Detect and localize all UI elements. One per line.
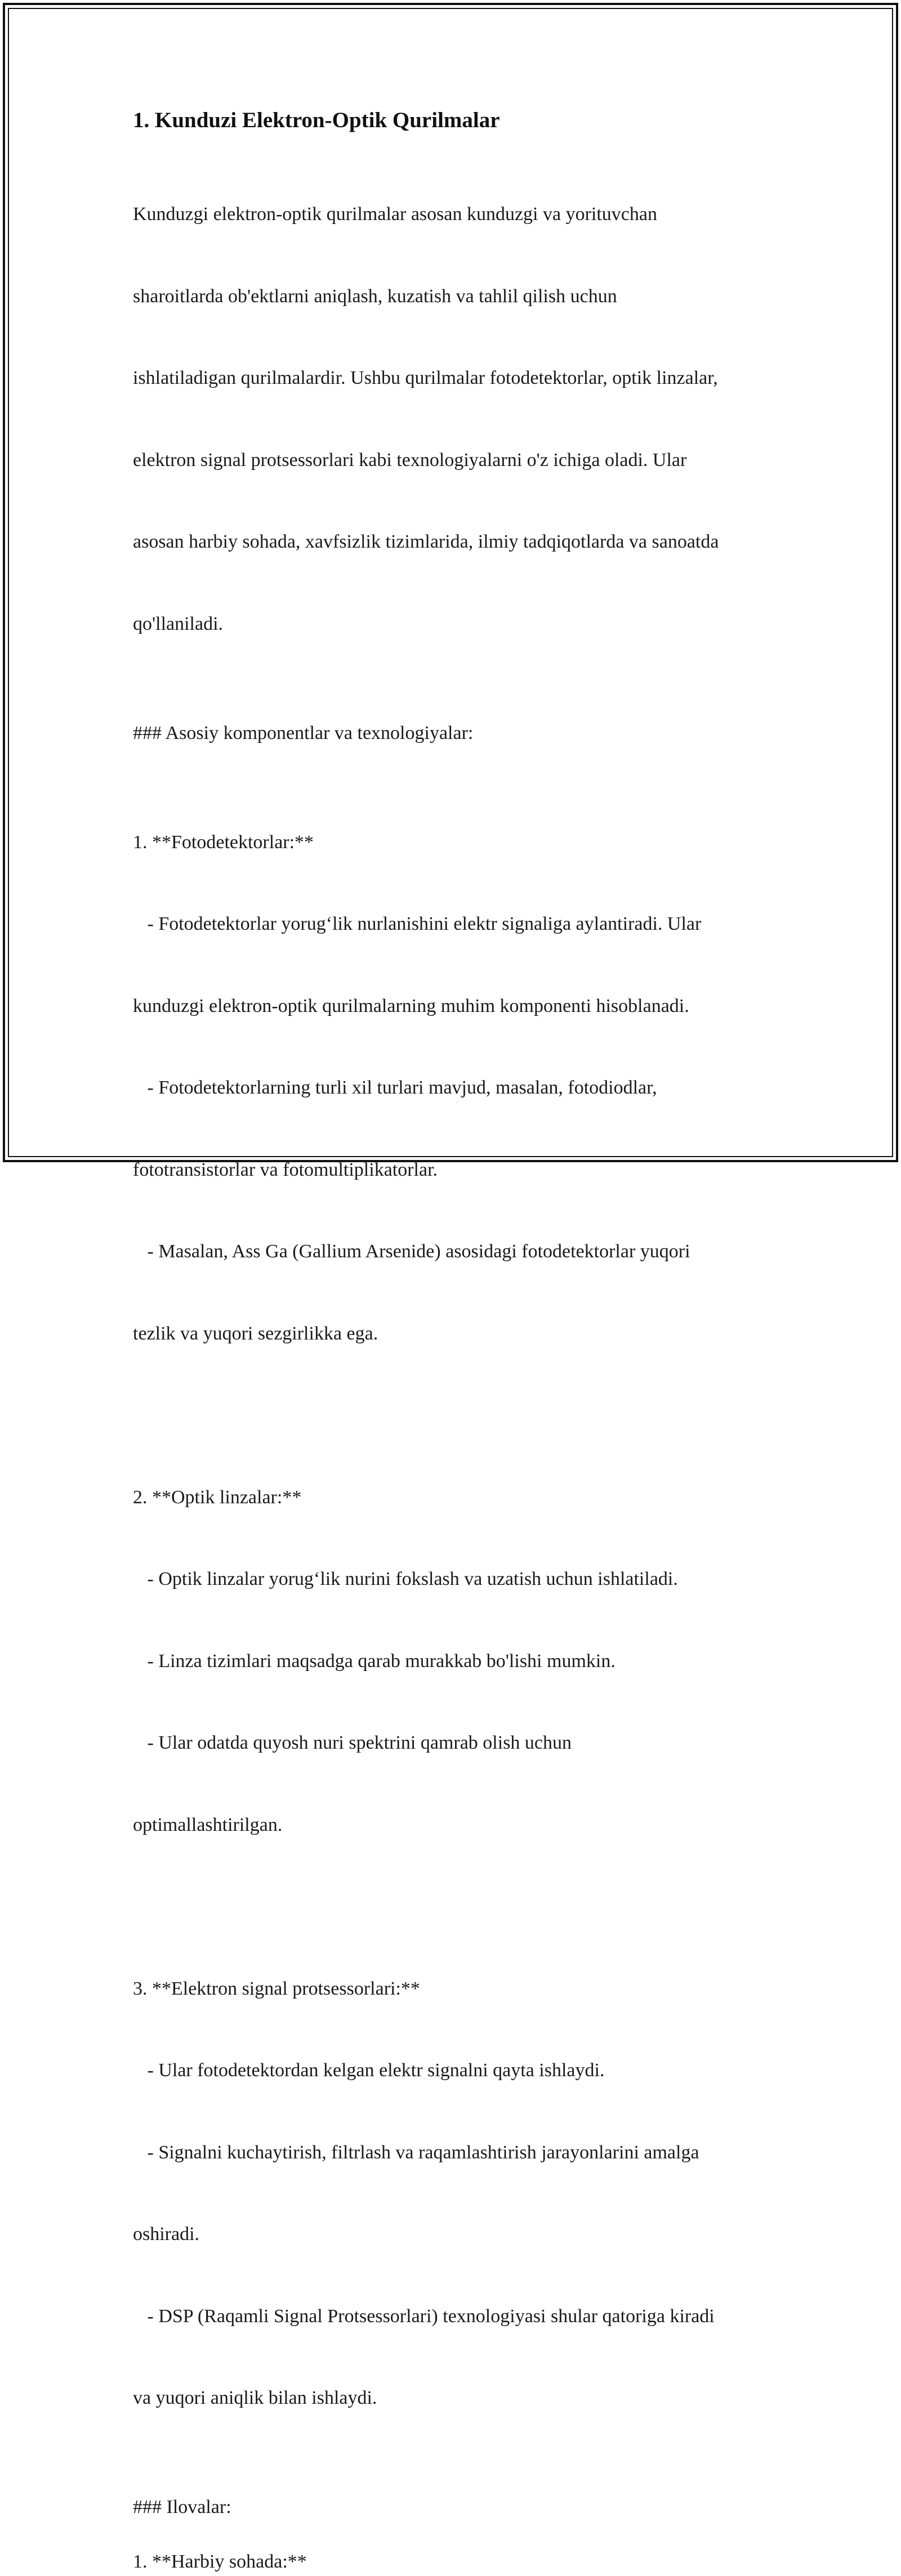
item-line: kunduzgi elektron-optik qurilmalarning muhim komponenti hisoblanadi. [133, 995, 689, 1016]
spacer [133, 747, 775, 774]
item-line: - Fotodetektorlarning turli xil turlari mavjud, masalan, fotodiodlar, [133, 1077, 657, 1098]
item-fotodetektorlar [133, 774, 775, 1403]
item-line: - Signalni kuchaytirish, filtrlash va raqamlashtirish jarayonlarini amalga [133, 2142, 699, 2163]
application-harbiy: 1. **Harbiy sohada:** [133, 2551, 307, 2572]
item-line: 2. **Optik linzalar:** [133, 1486, 302, 1508]
item-optik-linzalar [133, 1430, 775, 1894]
intro-line: elektron signal protsessorlari kabi texnologiyalarni o'z ichiga oladi. Ular [133, 449, 687, 471]
intro-line: ishlatiladigan qurilmalardir. Ushbu qurilmalar fotodetektorlar, optik linzalar, [133, 368, 718, 388]
item-line: - Masalan, Ass Ga (Gallium Arsenide) asosidagi fotodetektorlar yuqori [133, 1241, 690, 1262]
item-line: - Optik linzalar yorug‘lik nurini fokslash va uzatish uchun ishlatiladi. [133, 1569, 678, 1589]
spacer [133, 2521, 775, 2549]
spacer [133, 2467, 775, 2494]
item-line: tezlik va yuqori sezgirlikka ega. [133, 1323, 378, 1344]
applications-heading: ### Ilovalar: [133, 2497, 231, 2517]
spacer [133, 692, 775, 720]
item-line: - Ular odatda quyosh nuri spektrini qamrab olish uchun [133, 1732, 572, 1753]
item-signal-protsessorlari [133, 1921, 775, 2467]
item-line: oshiradi. [133, 2224, 200, 2245]
item-line: fototransistorlar va fotomultiplikatorlar. [133, 1159, 438, 1180]
intro-line: sharoitlarda ob'ektlarni aniqlash, kuzatish va tahlil qilish uchun [133, 285, 617, 307]
document-title: 1. Kunduzi Elektron-Optik Qurilmalar [133, 108, 500, 132]
item-line: va yuqori aniqlik bilan ishlaydi. [133, 2387, 377, 2408]
intro-paragraph [133, 146, 775, 692]
item-line: optimallashtirilgan. [133, 1814, 283, 1835]
intro-line: qo'llaniladi. [133, 613, 224, 634]
document-body [133, 105, 775, 2576]
item-line: 1. **Fotodetektorlar:** [133, 831, 314, 853]
item-line: - DSP (Raqamli Signal Protsessorlari) texnologiyasi shular qatoriga kiradi [133, 2305, 715, 2327]
item-line: - Ular fotodetektordan kelgan elektr signalni qayta ishlaydi. [133, 2060, 605, 2081]
item-line: 3. **Elektron signal protsessorlari:** [133, 1978, 420, 1999]
spacer [133, 1893, 775, 1921]
intro-line: Kunduzgi elektron-optik qurilmalar asosan kunduzgi va yorituvchan [133, 204, 657, 225]
item-line: - Linza tizimlari maqsadga qarab murakkab bo'lishi mumkin. [133, 1650, 615, 1672]
spacer [133, 1402, 775, 1430]
components-heading: ### Asosiy komponentlar va texnologiyalar: [133, 722, 474, 743]
intro-line: asosan harbiy sohada, xavfsizlik tizimlarida, ilmiy tadqiqotlarda va sanoatda [133, 531, 719, 552]
item-line: - Fotodetektorlar yorug‘lik nurlanishini elektr signaliga aylantiradi. Ular [133, 913, 702, 934]
